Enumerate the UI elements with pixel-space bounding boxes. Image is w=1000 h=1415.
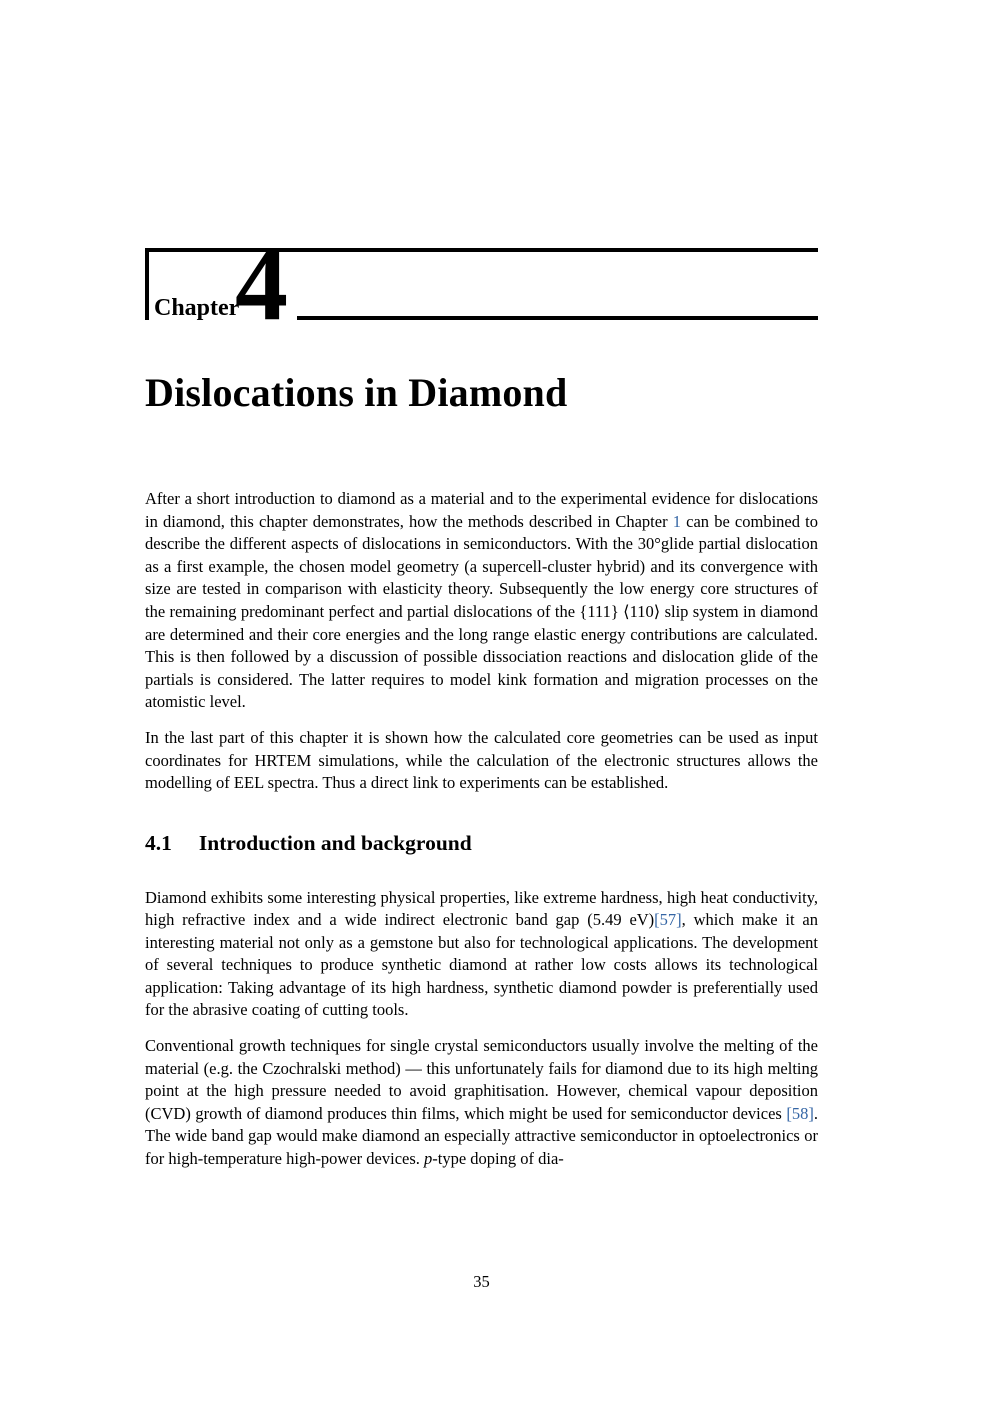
page-number: 35 — [473, 1272, 490, 1291]
paragraph-section-2 — [145, 1035, 818, 1171]
paragraph-text: Conventional growth techniques for single crystal semiconductors usually involve the melting of the material (e.g. the Czochralski method) — this unfortunately fails for diamond due to its high melting point at the high pressure needed to avoid graphitisation. However, chemical vapour deposition (CVD) growth of diamond produces thin films, which might be used for semiconductor devices — [145, 1036, 818, 1123]
section-title: Introduction and background — [198, 830, 472, 855]
citation-58-link[interactable]: [58] — [786, 1103, 814, 1123]
italic-p-symbol: p — [424, 1149, 433, 1169]
paragraph-intro-2: In the last part of this chapter it is shown how the calculated core geometries can be used as input coordinates for HRTEM simulations, while the calculation of the electronic structures allows the modelling of EEL spectra. Thus a direct link to experiments can be established. — [145, 727, 818, 793]
section-heading — [145, 831, 818, 857]
chapter-number: 4 — [235, 225, 288, 342]
paragraph-intro-1 — [145, 488, 818, 714]
paragraph-text: -type doping of dia- — [432, 1149, 564, 1169]
paragraph-text: Diamond exhibits some interesting physical properties, like extreme hardness, high heat conductivity, high refractive index and a wide indirect electronic band gap (5.49 eV) — [145, 887, 818, 930]
text-block — [145, 225, 818, 1184]
chapter-rule-bottom — [297, 316, 818, 320]
paragraph-text: can be combined to describe the different aspects of dislocations in semiconductors. With the 30°glide partial dislocation as a first example, the chosen model geometry (a supercell-cluster hybrid) and its convergence with size are tested in comparison with elasticity theory. Subsequently the low energy core structures of the remaining predominant perfect and partial dislocations of the {111} ⟨110⟩ slip system in diamond are determined and their core energies and the long range elastic energy contributions are calculated. This is then followed by a discussion of possible dissociation reactions and dislocation glide of the partials is considered. The latter requires to model kink formation and migration processes on the atomistic level. — [145, 511, 818, 712]
chapter-heading — [145, 225, 818, 342]
chapter-1-reference-link[interactable]: 1 — [672, 511, 681, 531]
paragraph-text: . The wide band gap would make diamond an especially attractive semiconductor in optoelectronics or for high-temperature high-power devices. — [145, 1103, 818, 1169]
section-number: 4.1 — [145, 830, 172, 855]
chapter-label: Chapter — [154, 295, 240, 321]
paragraph-text: , which make it an interesting material not only as a gemstone but also for technological applications. The development of several techniques to produce synthetic diamond at rather low costs allows its technological application: Taking advantage of its high hardness, synthetic diamond powder is preferentially used for the abrasive coating of cutting tools. — [145, 910, 818, 1020]
paragraph-text: After a short introduction to diamond as a material and to the experimental evidence for dislocations in diamond, this chapter demonstrates, how the methods described in Chapter — [145, 489, 818, 531]
chapter-title: Dislocations in Diamond — [145, 370, 568, 415]
paragraph-section-1 — [145, 887, 818, 1023]
chapter-rule-left — [145, 248, 149, 320]
citation-57-link[interactable]: [57] — [654, 910, 682, 930]
